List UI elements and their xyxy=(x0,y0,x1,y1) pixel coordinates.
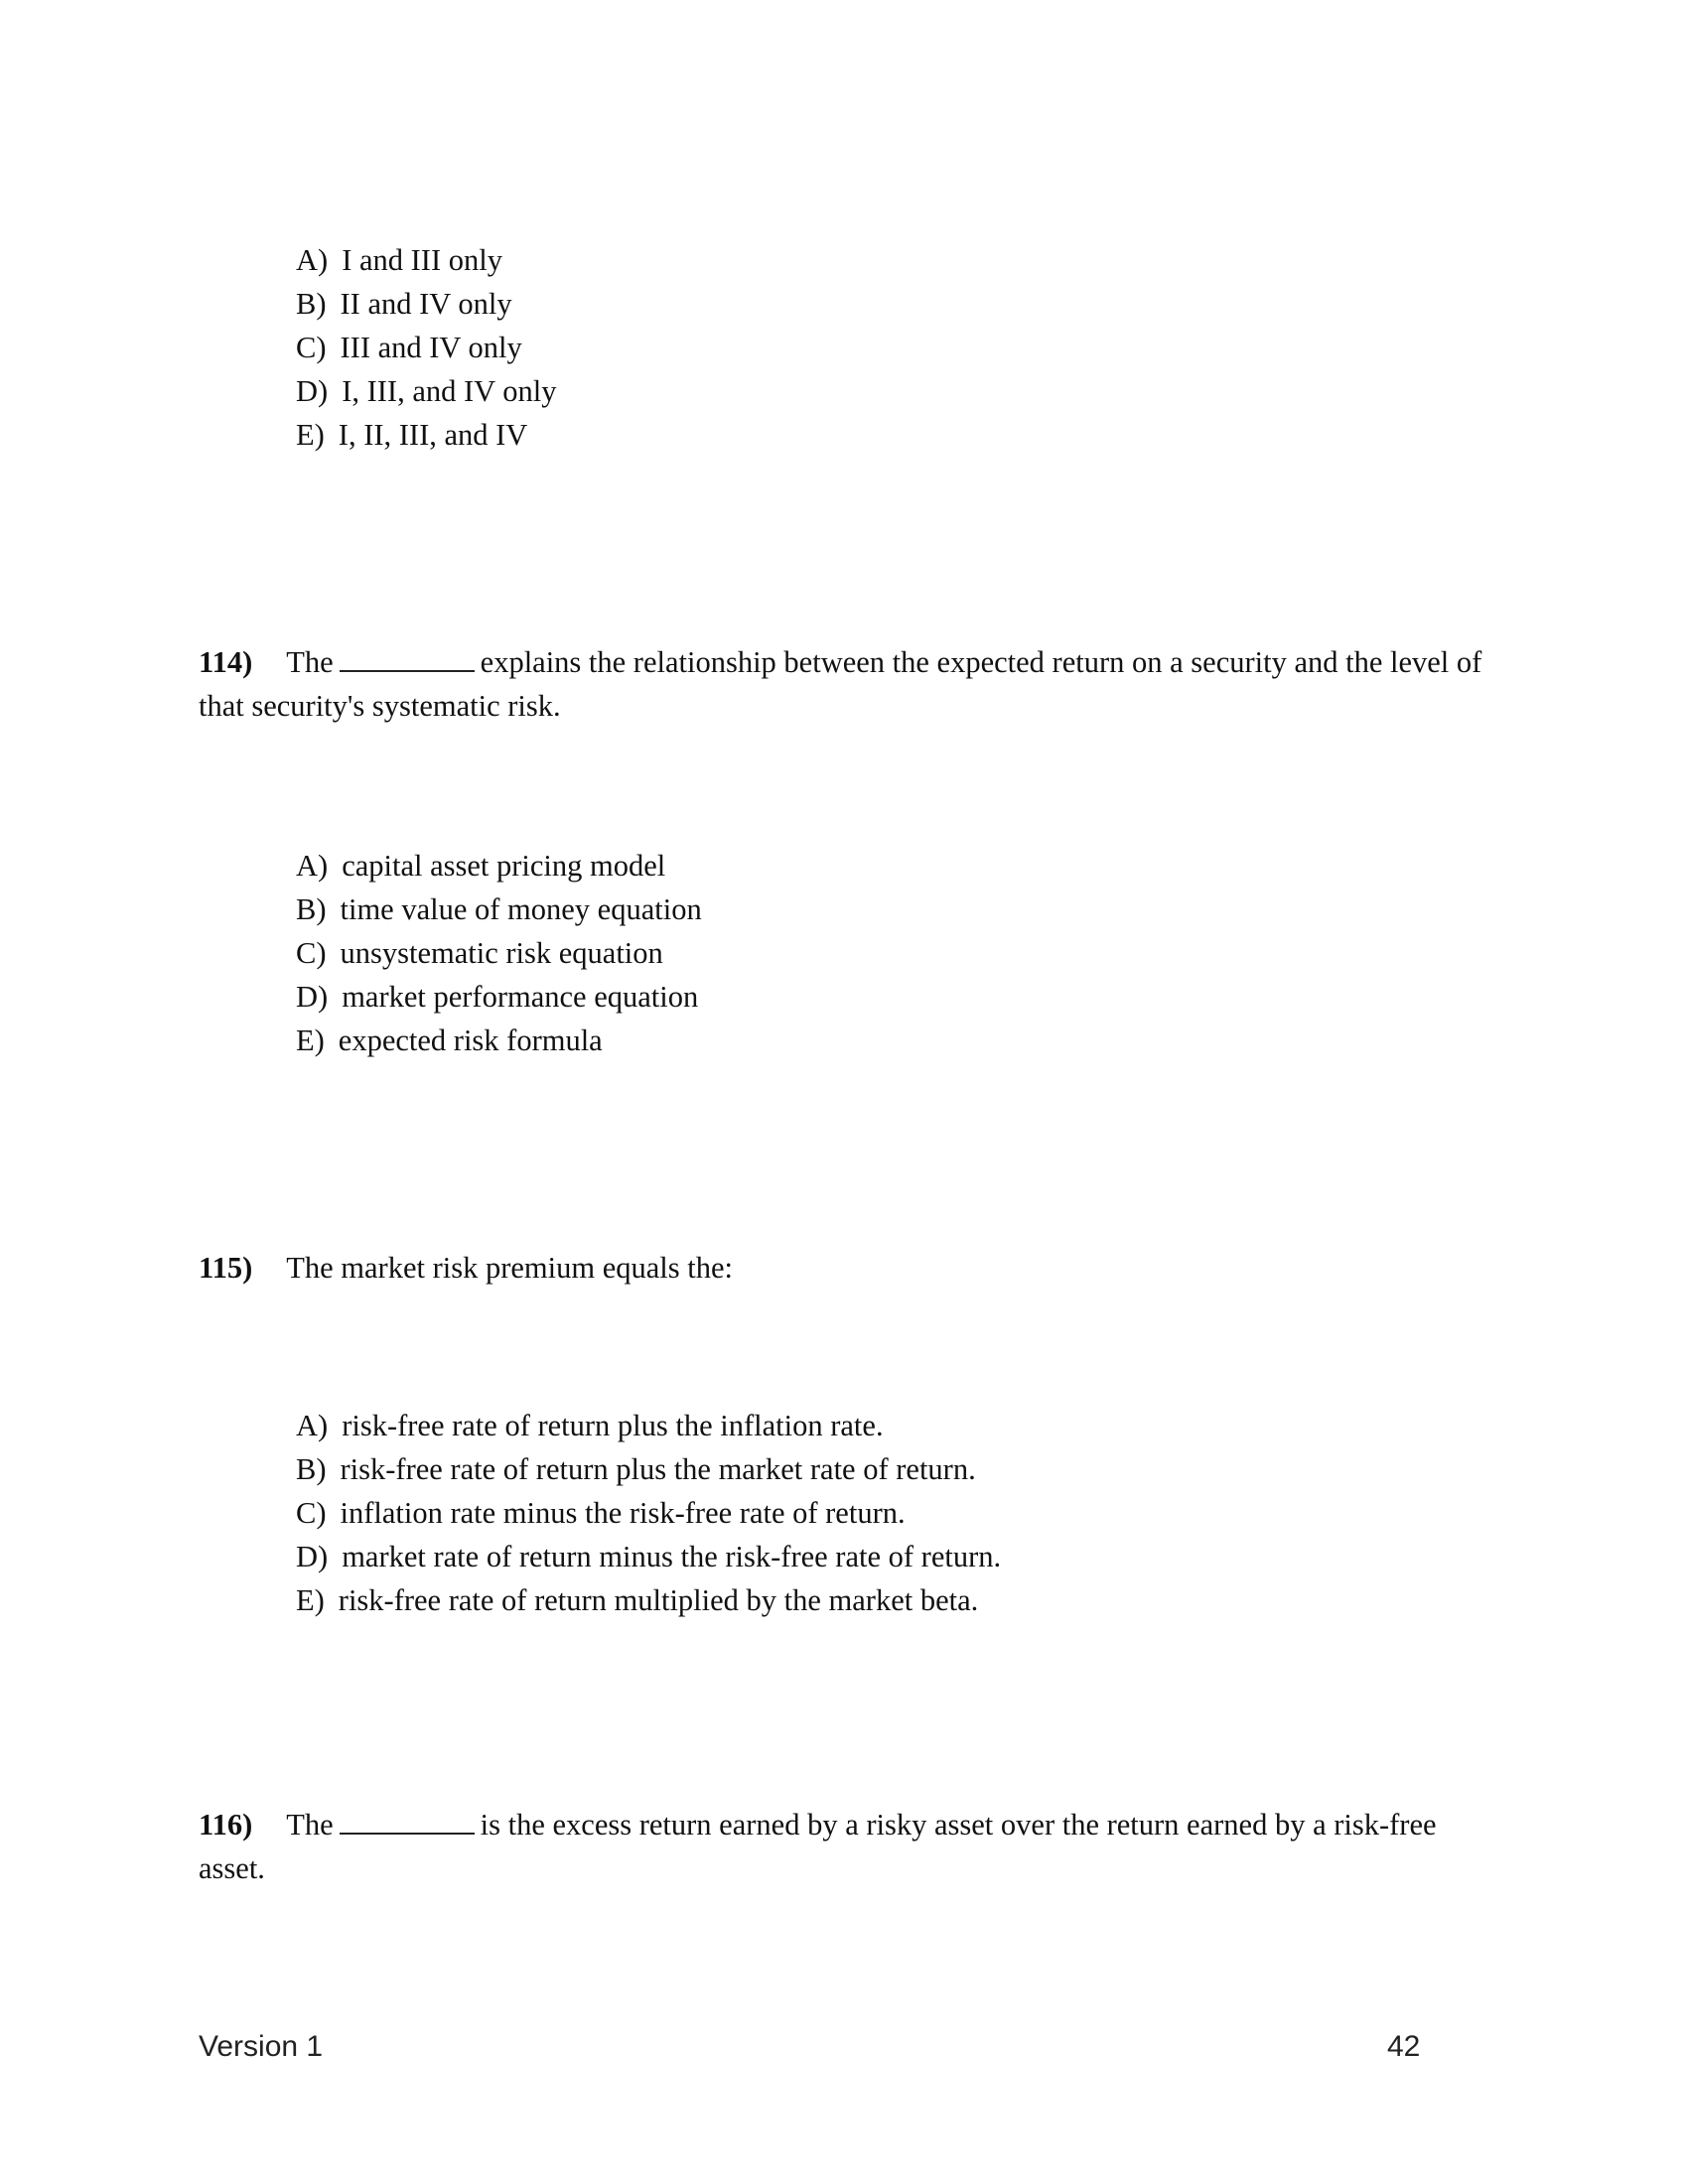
option-d: D) I, III, and IV only xyxy=(296,374,557,408)
option-a: A) capital asset pricing model xyxy=(296,849,666,883)
option-e: E) I, II, III, and IV xyxy=(296,418,528,452)
q113-options xyxy=(296,238,556,457)
answer-blank xyxy=(340,644,475,672)
page-number: 42 xyxy=(1387,2030,1421,2063)
answer-blank xyxy=(340,1807,475,1835)
option-d: D) market performance equation xyxy=(296,980,699,1014)
q115-options xyxy=(296,1404,1001,1622)
option-b: B) time value of money equation xyxy=(296,892,702,926)
option-c: C) unsystematic risk equation xyxy=(296,936,663,970)
option-c: C) III and IV only xyxy=(296,331,522,364)
option-b: B) II and IV only xyxy=(296,287,512,321)
q114-options xyxy=(296,844,702,1062)
option-b: B) risk-free rate of return plus the market rate of return. xyxy=(296,1452,976,1486)
option-e: E) risk-free rate of return multiplied by the market beta. xyxy=(296,1583,979,1617)
option-a: A) risk-free rate of return plus the inflation rate. xyxy=(296,1409,884,1442)
question-116: 116) The is the excess return earned by a risky asset over the return earned by a risk-free asset. xyxy=(199,1808,1437,1885)
question-114: 114) The explains the relationship between the expected return on a security and the level of that security's systematic risk. xyxy=(199,645,1482,723)
option-a: A) I and III only xyxy=(296,243,502,277)
option-c: C) inflation rate minus the risk-free rate of return. xyxy=(296,1496,906,1530)
question-115: 115) The market risk premium equals the: xyxy=(199,1251,733,1285)
option-d: D) market rate of return minus the risk-free rate of return. xyxy=(296,1540,1002,1573)
footer-version: Version 1 xyxy=(199,2030,324,2063)
option-e: E) expected risk formula xyxy=(296,1024,603,1057)
